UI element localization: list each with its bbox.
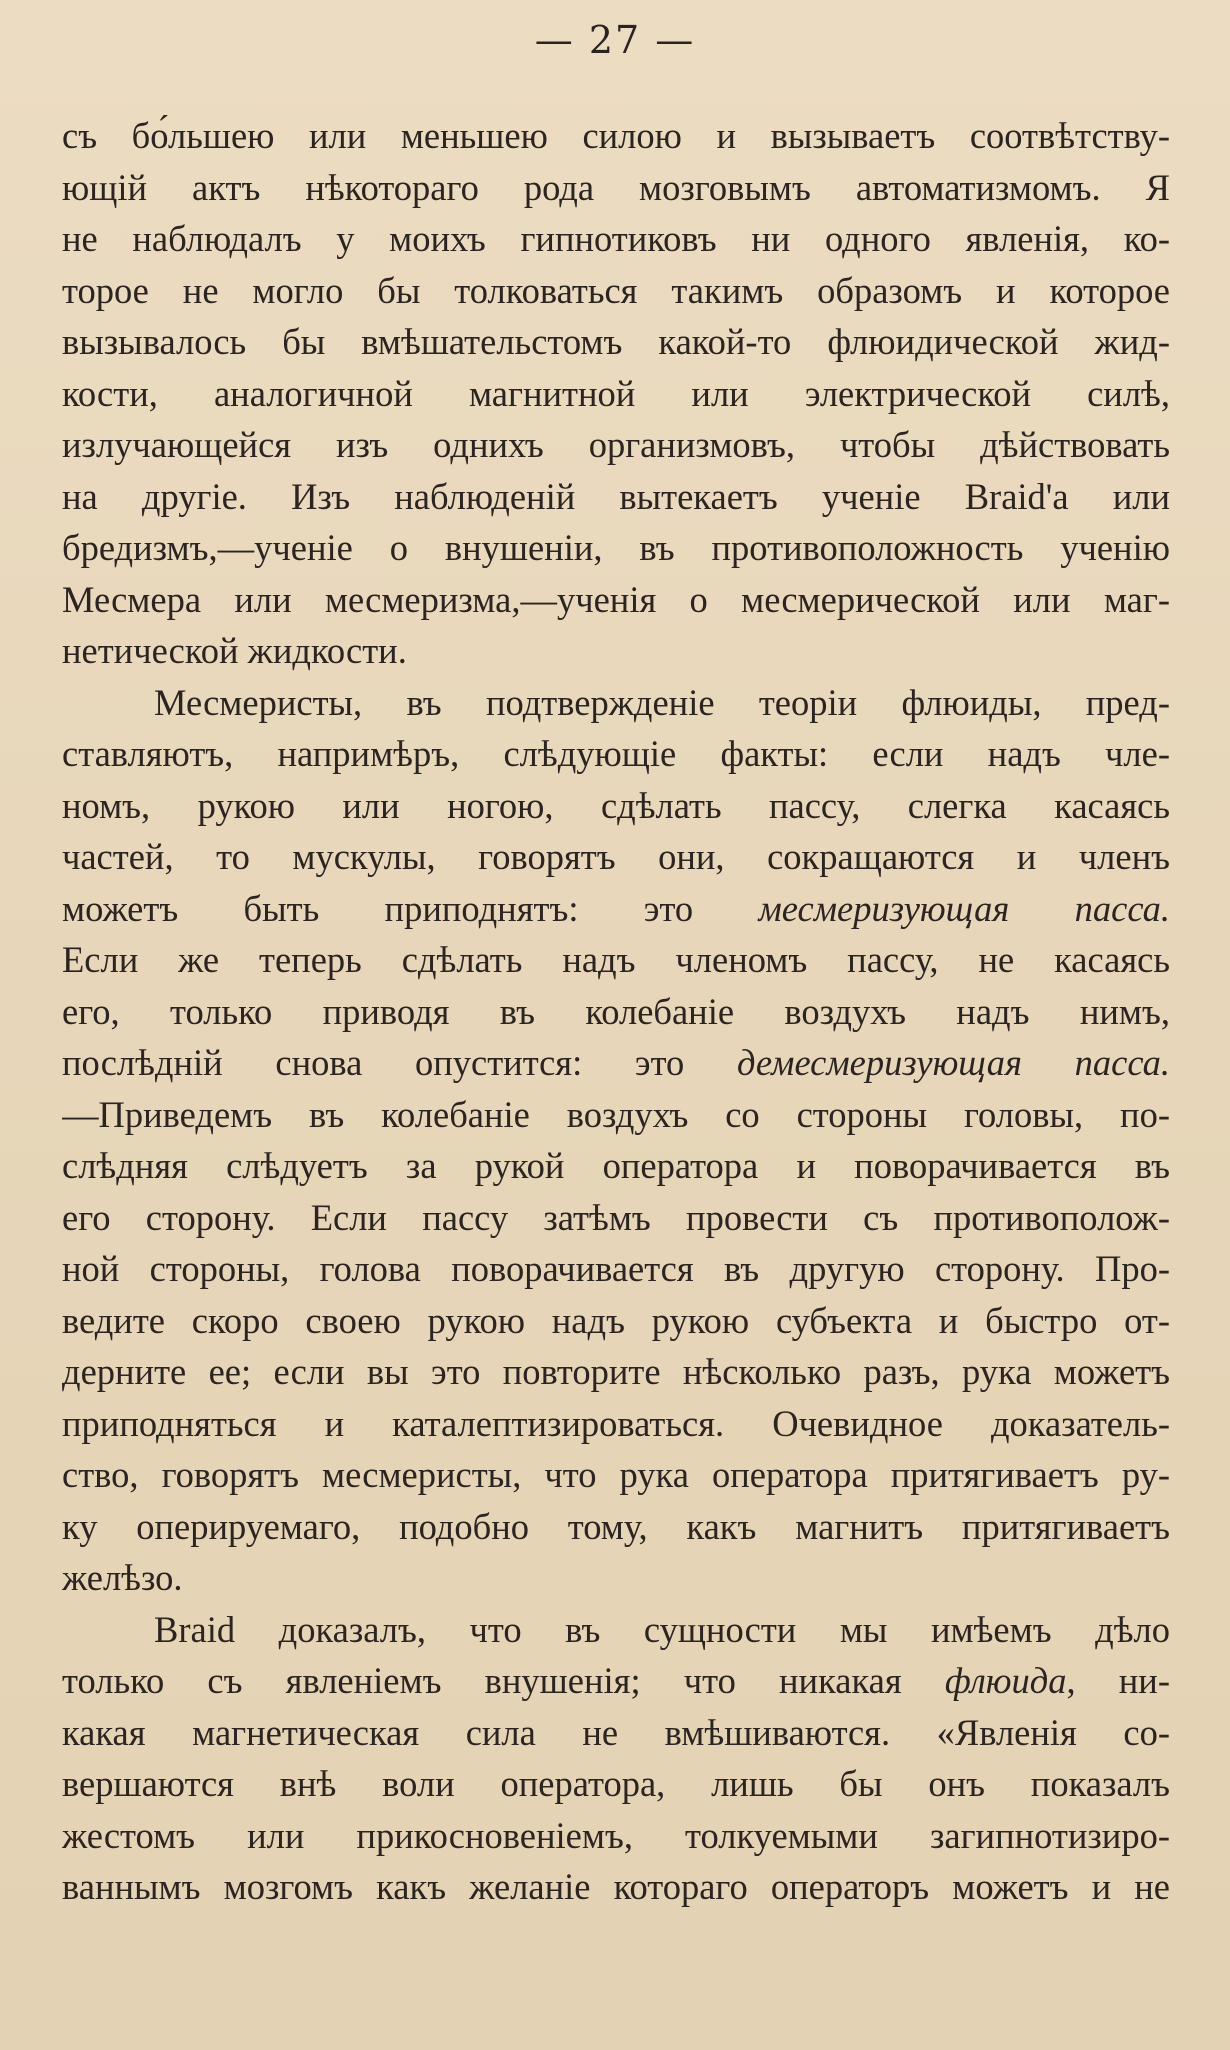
text-line: не наблюдалъ у моихъ гипнотиковъ ни одного явленія, ко- <box>62 218 1170 259</box>
italic-term: демесмеризующая пасса. <box>736 1042 1170 1083</box>
text-line: жестомъ или прикосновеніемъ, толкуемыми загипнотизиро- <box>62 1814 1170 1856</box>
text-line: бредизмъ,—ученіе о внушеніи, въ противоположность ученію <box>62 527 1170 568</box>
text-line: ставляютъ, напримѣръ, слѣдующіе факты: если надъ чле- <box>62 733 1170 774</box>
page-number: — 27 — <box>534 18 696 62</box>
text-line: ку оперируемаго, подобно тому, какъ магнитъ притягиваетъ <box>62 1505 1170 1547</box>
text-line <box>62 1655 1170 1707</box>
body-text <box>62 110 1170 1913</box>
text-line: номъ, рукою или ногою, сдѣлать пассу, слегка касаясь <box>62 784 1170 826</box>
text-line: его, только приводя въ колебаніе воздухъ надъ нимъ, <box>62 990 1170 1032</box>
text-line: ство, говорятъ месмеристы, что рука оператора притягиваетъ ру- <box>62 1454 1170 1495</box>
text-line: приподняться и каталептизироваться. Очевидное доказатель- <box>62 1402 1170 1444</box>
text-line: нетической жидкости. <box>62 630 407 671</box>
text-line: ваннымъ мозгомъ какъ желаніе котораго операторъ можетъ и не <box>62 1866 1170 1907</box>
text-line: ющій актъ нѣкотораго рода мозговымъ автоматизмомъ. Я <box>62 166 1170 208</box>
italic-term: месмеризующая пасса. <box>758 887 1170 929</box>
text-line: какая магнетическая сила не вмѣшиваются. «Явленія со- <box>62 1711 1170 1753</box>
text-line <box>62 883 1170 935</box>
text-line: желѣзо. <box>62 1557 183 1598</box>
text-line: Месмера или месмеризма,—ученія о месмерической или маг- <box>62 578 1170 620</box>
text-line: на другіе. Изъ наблюденій вытекаетъ ученіе Braid'а или <box>62 475 1170 517</box>
text-line: съ бо́льшею или меньшею силою и вызываетъ соотвѣтству- <box>62 115 1170 156</box>
text-line: его сторону. Если пассу затѣмъ провести съ противополож- <box>62 1196 1170 1238</box>
text-line: Месмеристы, въ подтвержденіе теоріи флюиды, пред- <box>154 681 1170 723</box>
text-line: вершаются внѣ воли оператора, лишь бы онъ показалъ <box>62 1763 1170 1804</box>
text-line: торое не могло бы толковаться такимъ образомъ и которое <box>62 269 1170 311</box>
italic-term: флюида <box>944 1660 1067 1701</box>
text-segment: послѣдній снова опустится: это <box>62 1042 737 1083</box>
text-line: Если же теперь сдѣлать надъ членомъ пассу, не касаясь <box>62 939 1170 980</box>
text-line: дерните ее; если вы это повторите нѣсколько разъ, рука можетъ <box>62 1351 1170 1392</box>
text-line: вызывалось бы вмѣшательстомъ какой-то флюидической жид- <box>62 321 1170 362</box>
text-line: излучающейся изъ однихъ организмовъ, чтобы дѣйствовать <box>62 424 1170 465</box>
text-line: Braid доказалъ, что въ сущности мы имѣемъ дѣло <box>154 1608 1170 1650</box>
text-line: слѣдняя слѣдуетъ за рукой оператора и поворачивается въ <box>62 1145 1170 1186</box>
text-line <box>62 1037 1170 1089</box>
text-segment: только съ явленіемъ внушенія; что никакая <box>62 1660 945 1701</box>
text-line: кости, аналогичной магнитной или электрической силѣ, <box>62 372 1170 414</box>
text-segment: , ни- <box>1066 1660 1170 1701</box>
text-line: частей, то мускулы, говорятъ они, сокращаются и членъ <box>62 836 1170 877</box>
text-segment: можетъ быть приподнятъ: это <box>62 887 759 929</box>
text-line: —Приведемъ въ колебаніе воздухъ со стороны головы, по- <box>62 1093 1170 1135</box>
text-line: ведите скоро своею рукою надъ рукою субъекта и быстро от- <box>62 1299 1170 1341</box>
text-line: ной стороны, голова поворачивается въ другую сторону. Про- <box>62 1248 1170 1289</box>
